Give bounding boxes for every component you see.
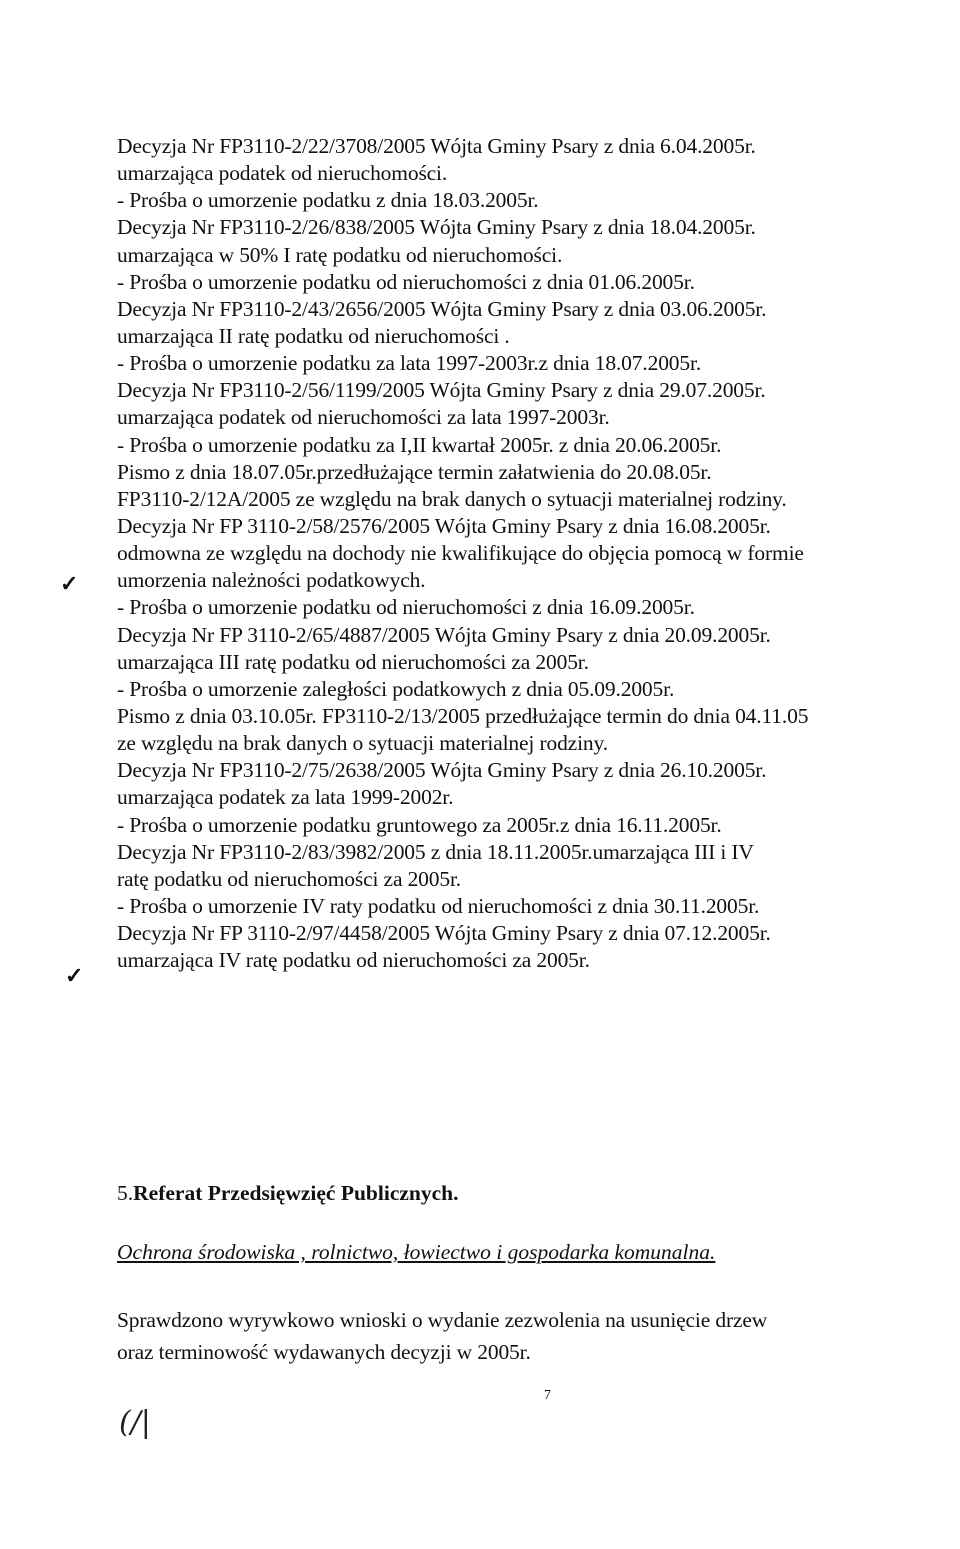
text-line: - Prośba o umorzenie IV raty podatku od nieruchomości z dnia 30.11.2005r.	[117, 893, 760, 918]
section-heading	[117, 1181, 459, 1206]
text-line: Pismo z dnia 03.10.05r. FP3110-2/13/2005 przedłużające termin do dnia 04.11.05	[117, 703, 809, 728]
text-line: Decyzja Nr FP3110-2/75/2638/2005 Wójta Gminy Psary z dnia 26.10.2005r.	[117, 758, 767, 783]
text-line: umarzająca w 50% I ratę podatku od nieruchomości.	[117, 242, 563, 267]
text-line: Decyzja Nr FP3110-2/22/3708/2005 Wójta Gminy Psary z dnia 6.04.2005r.	[117, 134, 756, 158]
text-line: Sprawdzono wyrywkowo wnioski o wydanie zezwolenia na usunięcie drzew	[117, 1308, 768, 1332]
text-line: umorzenia należności podatkowych.	[117, 568, 426, 593]
text-line: Decyzja Nr FP3110-2/56/1199/2005 Wójta Gminy Psary z dnia 29.07.2005r.	[117, 378, 766, 403]
text-line: - Prośba o umorzenie podatku za I,II kwartał 2005r. z dnia 20.06.2005r.	[117, 432, 722, 457]
text-line: ze względu na brak danych o sytuacji materialnej rodziny.	[117, 731, 608, 756]
text-line: Decyzja Nr FP 3110-2/58/2576/2005 Wójta Gminy Psary z dnia 16.08.2005r.	[117, 513, 771, 538]
margin-check-mark-icon: ✓	[65, 963, 84, 988]
text-line: - Prośba o umorzenie podatku od nieruchomości z dnia 01.06.2005r.	[117, 269, 695, 294]
text-line: Decyzja Nr FP 3110-2/65/4887/2005 Wójta Gminy Psary z dnia 20.09.2005r.	[117, 622, 771, 647]
text-line: - Prośba o umorzenie zaległości podatkowych z dnia 05.09.2005r.	[117, 676, 675, 701]
section-paragraph	[117, 1304, 937, 1368]
section-number: 5.	[117, 1181, 134, 1205]
text-line: Decyzja Nr FP3110-2/43/2656/2005 Wójta Gminy Psary z dnia 03.06.2005r.	[117, 296, 767, 321]
text-line: umarzająca III ratę podatku od nieruchomości za 2005r.	[117, 649, 589, 674]
text-line: - Prośba o umorzenie podatku za lata 1997-2003r.z dnia 18.07.2005r.	[117, 351, 702, 376]
text-line: FP3110-2/12A/2005 ze względu na brak danych o sytuacji materialnej rodziny.	[117, 486, 787, 511]
handwritten-initials: (/|	[119, 1405, 151, 1440]
text-line: Decyzja Nr FP3110-2/83/3982/2005 z dnia 18.11.2005r.umarzająca III i IV	[117, 839, 754, 864]
text-line: Decyzja Nr FP 3110-2/97/4458/2005 Wójta Gminy Psary z dnia 07.12.2005r.	[117, 921, 771, 946]
subsection-heading: Ochrona środowiska , rolnictwo, łowiectwo i gospodarka komunalna.	[117, 1240, 716, 1264]
decisions-list	[117, 133, 947, 974]
margin-check-mark-icon: ✓	[60, 571, 79, 596]
page-number: 7	[544, 1388, 551, 1403]
text-line: oraz terminowość wydawanych decyzji w 2005r.	[117, 1340, 531, 1364]
text-line: umarzająca II ratę podatku od nieruchomości .	[117, 323, 510, 348]
text-line: - Prośba o umorzenie podatku od nieruchomości z dnia 16.09.2005r.	[117, 595, 695, 620]
text-line: odmowna ze względu na dochody nie kwalifikujące do objęcia pomocą w formie	[117, 541, 804, 566]
section-title: Referat Przedsięwzięć Publicznych.	[133, 1181, 459, 1205]
text-line: umarzająca podatek od nieruchomości za lata 1997-2003r.	[117, 405, 610, 430]
text-line: Pismo z dnia 18.07.05r.przedłużające termin załatwienia do 20.08.05r.	[117, 459, 712, 484]
text-line: umarzająca podatek za lata 1999-2002r.	[117, 785, 454, 810]
text-line: Decyzja Nr FP3110-2/26/838/2005 Wójta Gminy Psary z dnia 18.04.2005r.	[117, 215, 756, 240]
text-line: - Prośba o umorzenie podatku z dnia 18.03.2005r.	[117, 188, 539, 213]
text-line: umarzająca IV ratę podatku od nieruchomości za 2005r.	[117, 948, 590, 973]
text-line: umarzająca podatek od nieruchomości.	[117, 161, 448, 186]
text-line: ratę podatku od nieruchomości za 2005r.	[117, 866, 462, 891]
text-line: - Prośba o umorzenie podatku gruntowego za 2005r.z dnia 16.11.2005r.	[117, 812, 722, 837]
